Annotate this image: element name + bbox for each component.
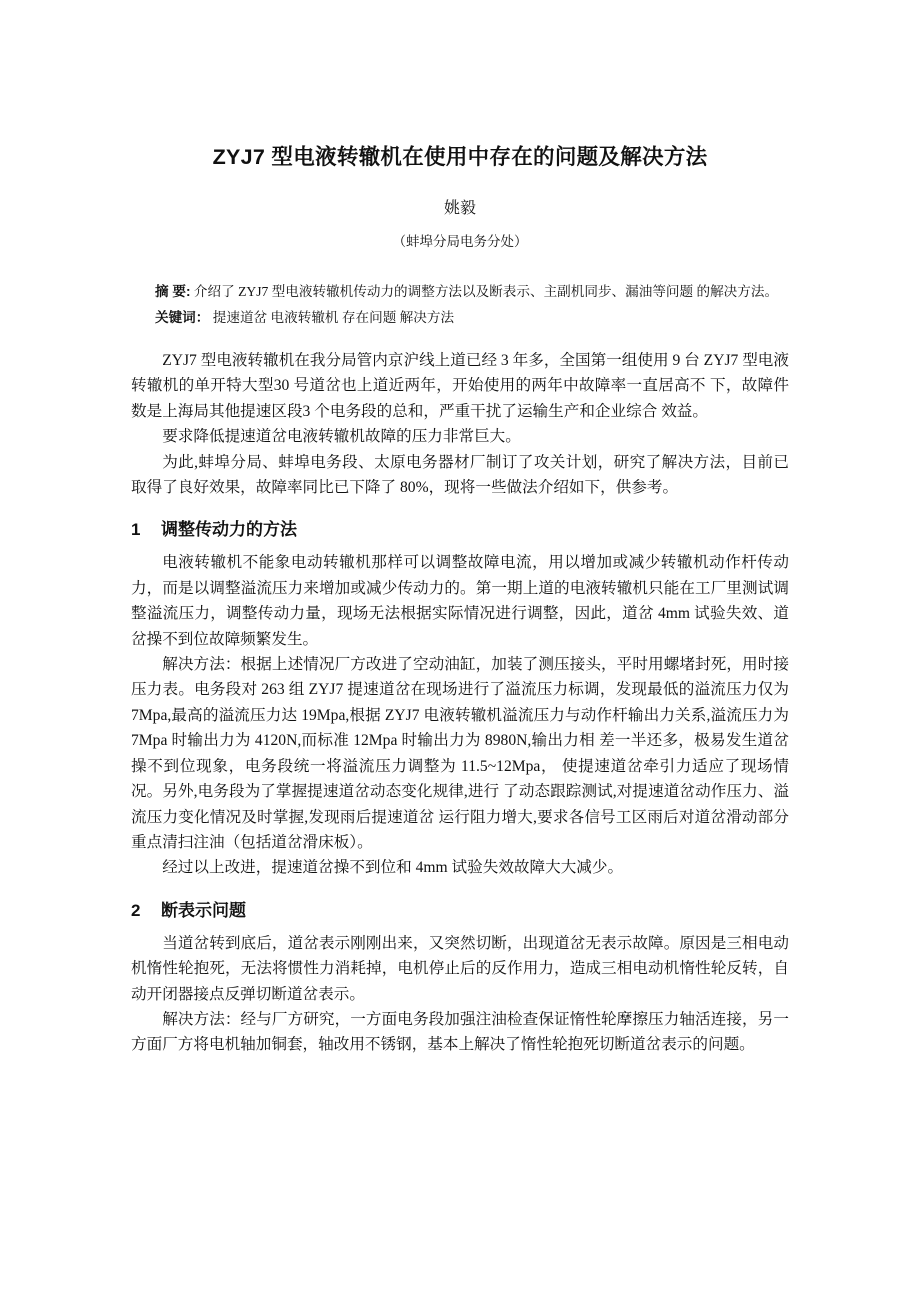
- section-heading-2: [131, 881, 789, 931]
- section-paragraph: 经过以上改进，提速道岔操不到位和 4mm 试验失效故障大大减少。: [162, 859, 624, 877]
- abstract-label: 摘 要:: [155, 284, 191, 299]
- section-title: 调整传动力的方法: [161, 520, 297, 540]
- abstract-line: [155, 280, 783, 304]
- section-paragraph: 解决方法：经与厂方研究，一方面电务段加强注油检查保证惰性轮摩擦压力轴活连接，另一方面厂方将电机轴加铜套，轴改用不锈钢，基本上解决了惰性轮抱死切断道岔表示的问题。: [131, 1010, 789, 1054]
- author-name: 姚毅: [443, 200, 476, 217]
- author-affiliation: （蚌埠分局电务分处）: [392, 234, 528, 249]
- page-title: ZYJ7 型电液转辙机在使用中存在的问题及解决方法: [212, 145, 708, 169]
- section-paragraph: 电液转辙机不能象电动转辙机那样可以调整故障电流，用以增加或减少转辙机动作杆传动力，而是以调整溢流压力来增加或减少传动力的。第一期上道的电液转辙机只能在工厂里测试调整溢流压力，调整传动力量，现场无法根据实际情况进行调整，因此，道岔 4mm 试验失效、道岔操不到位故障频繁发生。: [131, 554, 789, 648]
- abstract-text: 介绍了 ZYJ7 型电液转辙机传动力的调整方法以及断表示、主副机同步、漏油等问题 的解决方法。: [193, 284, 779, 299]
- keywords-text: 提速道岔 电液转辙机 存在问题 解决方法: [212, 309, 455, 325]
- abstract-block: [131, 252, 789, 329]
- section-paragraph: 解决方法：根据上述情况厂方改进了空动油缸，加装了测压接头，平时用螺堵封死，用时接压力表。电务段对 263 组 ZYJ7 提速道岔在现场进行了溢流压力标调，发现最低的溢流压力仅为 7Mpa,最高的溢流压力达 19Mpa,根据 ZYJ7 电液转辙机溢流压力与动作杆输出力关系,溢流压力为 7Mpa 时输出力为 4120N,而标准 12Mpa 时输出力为 8980N,输出力相 差一半还多，极易发生道岔操不到位现象，电务段统一将溢流压力调整为 11.5~12Mpa， 使提速道岔牵引力适应了现场情况。另外,电务段为了掌握提速道岔动态变化规律,进行 了动态跟踪测试,对提速道岔动作压力、溢流压力变化情况及时掌握,发现雨后提速道岔 运行阻力增大,要求各信号工区雨后对道岔滑动部分重点清扫注油（包括道岔滑床板）。: [131, 656, 789, 851]
- keywords-label: 关键词：: [155, 309, 210, 325]
- document-content: [131, 0, 789, 1058]
- section-number: 2: [131, 900, 141, 920]
- keywords-line: [155, 304, 783, 330]
- section-number: 1: [131, 520, 141, 540]
- intro-paragraph: ZYJ7 型电液转辙机在我分局管内京沪线上道已经 3 年多，全国第一组使用 9 台 ZYJ7 型电液转辙机的单开特大型30 号道岔也上道近两年，开始使用的两年中故障率一直居高不 下，故障件数是上海局其他提速区段3 个电务段的总和，严重干扰了运输生产和企业综合 效益。: [131, 352, 789, 420]
- section-title: 断表示问题: [161, 900, 246, 920]
- intro-paragraph: 为此,蚌埠分局、蚌埠电务段、太原电务器材厂制订了攻关计划，研究了解决方法，目前已取得了良好效果，故障率同比已下降了 80%，现将一些做法介绍如下，供参考。: [131, 453, 789, 497]
- section-paragraph: 当道岔转到底后，道岔表示刚刚出来，又突然切断，出现道岔无表示故障。原因是三相电动机惰性轮抱死，无法将惯性力消耗掉，电机停止后的反作用力，造成三相电动机惰性轮反转，自动开闭器接点反弹切断道岔表示。: [131, 934, 789, 1003]
- intro-paragraph: 要求降低提速道岔电液转辙机故障的压力非常巨大。: [162, 428, 521, 446]
- section-heading-1: [131, 500, 789, 550]
